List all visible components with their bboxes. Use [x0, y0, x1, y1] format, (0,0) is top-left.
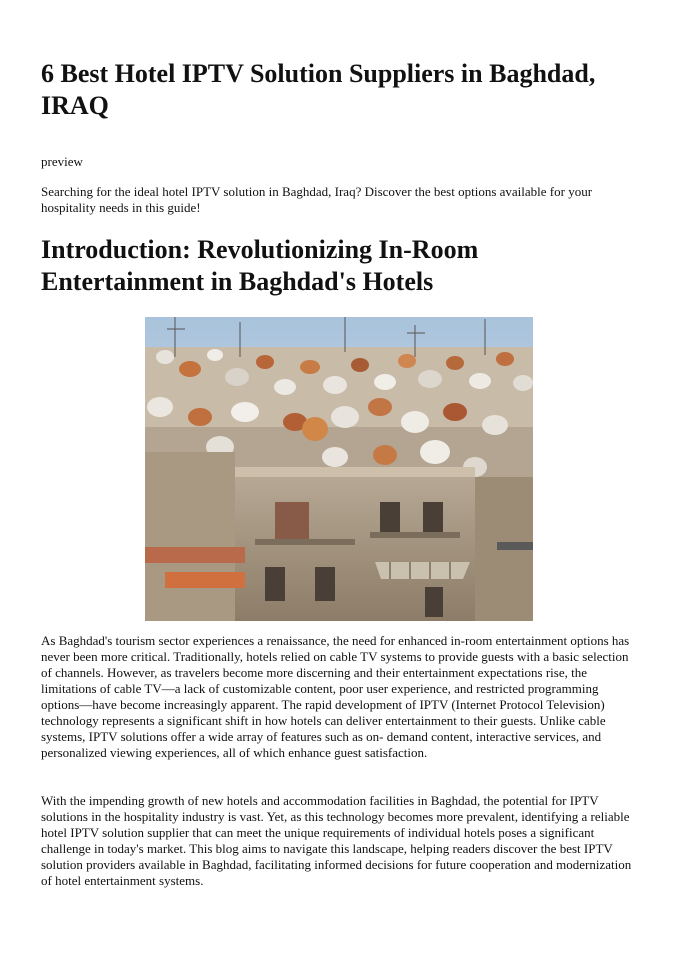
body-paragraph-1: As Baghdad's tourism sector experiences a renaissance, the need for enhanced in-room entertainment options has never been more critical. Traditionally, hotels relied on cable TV systems to provide guests with a basic selection of channels. However, as travelers become more discerning and their entertainment expectations rise, the limitations of cable TV—a lack of customizable content, poor user experience, and restricted programming options—have become increasingly apparent. The rapid development of IPTV (Internet Protocol Television) technology represents a significant shift in how hotels can deliver entertainment to their guests. Unlike cable systems, IPTV solutions offer a wide array of features such as on- demand content, interactive services, and personalized viewing experiences, all of which enhance guest satisfaction. — [41, 633, 630, 760]
section-heading: Introduction: Revolutionizing In-Room Entertainment in Baghdad's Hotels — [41, 235, 479, 296]
body-paragraph-2: With the impending growth of new hotels and accommodation facilities in Baghdad, the potential for IPTV solutions in the hospitality industry is vast. Yet, as this technology becomes more prevalent, identifying a reliable hotel IPTV solution supplier that can meet the unique requirements of individual hotels poses a significant challenge in today's market. This blog aims to navigate this landscape, helping readers discover the best IPTV solution providers available in Baghdad, facilitating informed decisions for future cooperation and modernization of hotel entertainment systems. — [41, 793, 632, 888]
preview-label: preview — [41, 154, 83, 169]
intro-text: Searching for the ideal hotel IPTV solution in Baghdad, Iraq? Discover the best options available for your hospitality needs in this guide! — [41, 184, 593, 215]
article-title: 6 Best Hotel IPTV Solution Suppliers in Baghdad, IRAQ — [41, 59, 596, 120]
rooftops-satellite-dishes-photo-icon — [145, 317, 533, 621]
rooftops-photo — [145, 317, 533, 621]
